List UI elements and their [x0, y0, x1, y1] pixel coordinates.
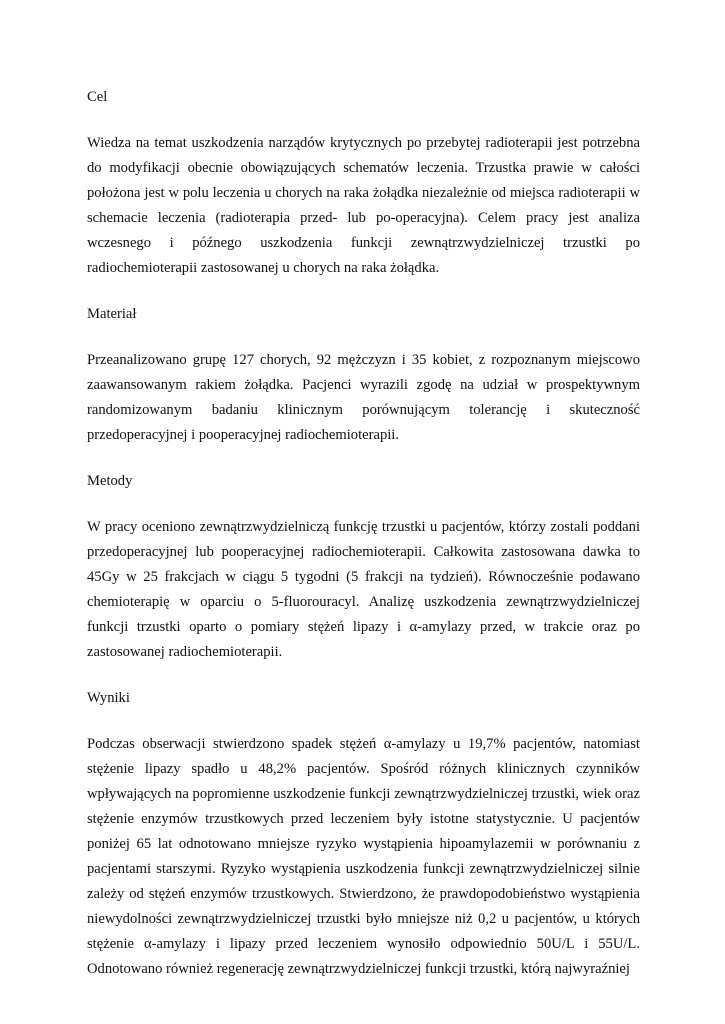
section-heading-material: Materiał — [87, 306, 137, 322]
document-page — [87, 85, 640, 982]
section-paragraph-metody: W pracy oceniono zewnątrzwydzielniczą funkcję trzustki u pacjentów, którzy zostali poddani przedoperacyjnej lub pooperacyjnej radiochemioterapii. Całkowita zastosowana dawka to 45Gy w 25 frakcjach w ciągu 5 tygodni (5 frakcji na tydzień). Równocześnie podawano chemioterapię w oparciu o 5-fluorouracyl. Analizę uszkodzenia zewnątrzwydzielniczej funkcji trzustki oparto o pomiary stężeń lipazy i α-amylazy przed, w trakcie oraz po zastosowanej radiochemioterapii. — [87, 519, 640, 660]
section-heading-metody: Metody — [87, 473, 133, 489]
section-paragraph-wyniki: Podczas obserwacji stwierdzono spadek stężeń α-amylazy u 19,7% pacjentów, natomiast stężenie lipazy spadło u 48,2% pacjentów. Spośród różnych klinicznych czynników wpływających na popromienne uszkodzenie funkcji zewnątrzwydzielniczej trzustki, wiek oraz stężenie enzymów trzustkowych przed leczeniem były istotne statystycznie. U pacjentów poniżej 65 lat odnotowano mniejsze ryzyko wystąpienia hipoamylazemii w porównaniu z pacjentami starszymi. Ryzyko wystąpienia uszkodzenia funkcji zewnątrzwydzielniczej silnie zależy od stężeń enzymów trzustkowych. Stwierdzono, że prawdopodobieństwo wystąpienia niewydolności zewnątrzwydzielniczej trzustki było mniejsze niż 0,2 u pacjentów, u których stężenie α-amylazy i lipazy przed leczeniem wynosiło odpowiednio 50U/L i 55U/L. Odnotowano również regenerację zewnątrzwydzielniczej funkcji trzustki, którą najwyraźniej — [87, 736, 640, 977]
section-paragraph-material: Przeanalizowano grupę 127 chorych, 92 mężczyzn i 35 kobiet, z rozpoznanym miejscowo zaawansowanym rakiem żołądka. Pacjenci wyrazili zgodę na udział w prospektywnym randomizowanym badaniu klinicznym porównującym tolerancję i skuteczność przedoperacyjnej i pooperacyjnej radiochemioterapii. — [87, 352, 640, 443]
section-heading-wyniki: Wyniki — [87, 690, 130, 706]
section-heading-cel: Cel — [87, 89, 108, 105]
section-paragraph-cel: Wiedza na temat uszkodzenia narządów krytycznych po przebytej radioterapii jest potrzebna do modyfikacji obecnie obowiązujących schematów leczenia. Trzustka prawie w całości położona jest w polu leczenia u chorych na raka żołądka niezależnie od miejsca radioterapii w schemacie leczenia (radioterapia przed- lub po-operacyjna). Celem pracy jest analiza wczesnego i późnego uszkodzenia funkcji zewnątrzwydzielniczej trzustki po radiochemioterapii zastosowanej u chorych na raka żołądka. — [87, 135, 640, 276]
